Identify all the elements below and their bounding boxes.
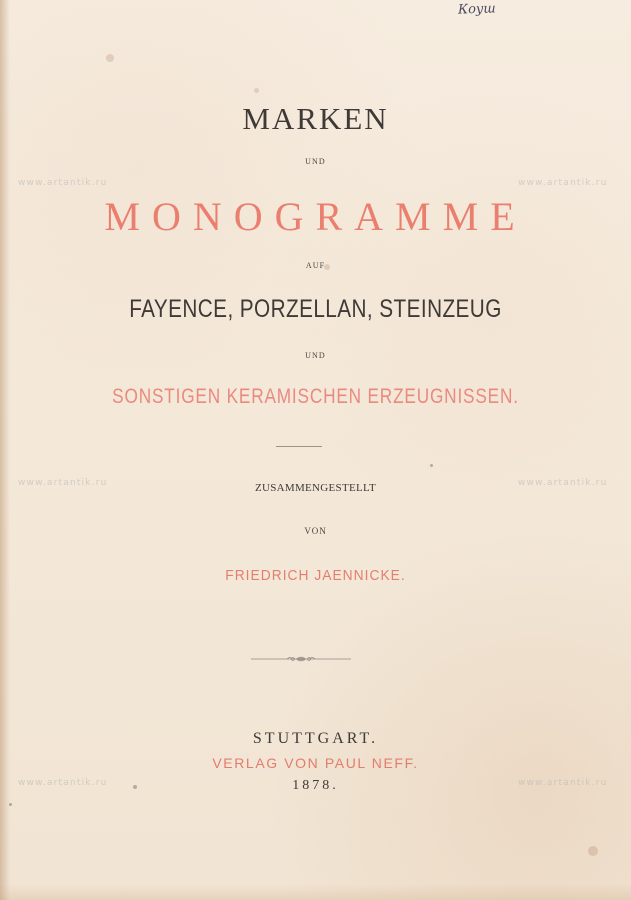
title-line-1: MARKEN (242, 101, 389, 136)
paper-speck (588, 846, 598, 856)
author-name: FRIEDRICH JAENNICKE. (225, 567, 406, 584)
watermark-top-left: www.artantik.ru (18, 178, 108, 188)
title-line-2: MONOGRAMME (104, 194, 527, 239)
publisher-line: VERLAG VON PAUL NEFF. (212, 755, 419, 771)
title-divider (276, 446, 322, 447)
title-connector-2: AUF (305, 261, 326, 270)
title-line-3: FAYENCE, PORZELLAN, STEINZEUG (129, 295, 502, 323)
watermark-bottom-right: www.artantik.ru (518, 778, 608, 788)
paper-speck (9, 803, 12, 806)
watermark-middle-left: www.artantik.ru (18, 478, 108, 488)
compiled-label: ZUSAMMENGESTELLT (254, 482, 377, 494)
title-connector-3: UND (305, 351, 326, 360)
title-connector-1: UND (305, 157, 326, 166)
publication-year: 1878. (292, 778, 339, 793)
paper-speck (106, 54, 114, 62)
watermark-bottom-left: www.artantik.ru (18, 778, 108, 788)
publication-city: STUTTGART. (252, 730, 379, 747)
watermark-middle-right: www.artantik.ru (518, 478, 608, 488)
bottom-page-edge (0, 884, 631, 900)
paper-speck (254, 88, 259, 93)
paper-speck (430, 464, 433, 467)
handwritten-note: Коуш (457, 1, 497, 18)
by-label: VON (304, 526, 327, 536)
watermark-top-right: www.artantik.ru (518, 178, 608, 188)
title-line-4: SONSTIGEN KERAMISCHEN ERZEUGNISSEN. (112, 385, 519, 408)
ornament-divider (251, 654, 351, 664)
